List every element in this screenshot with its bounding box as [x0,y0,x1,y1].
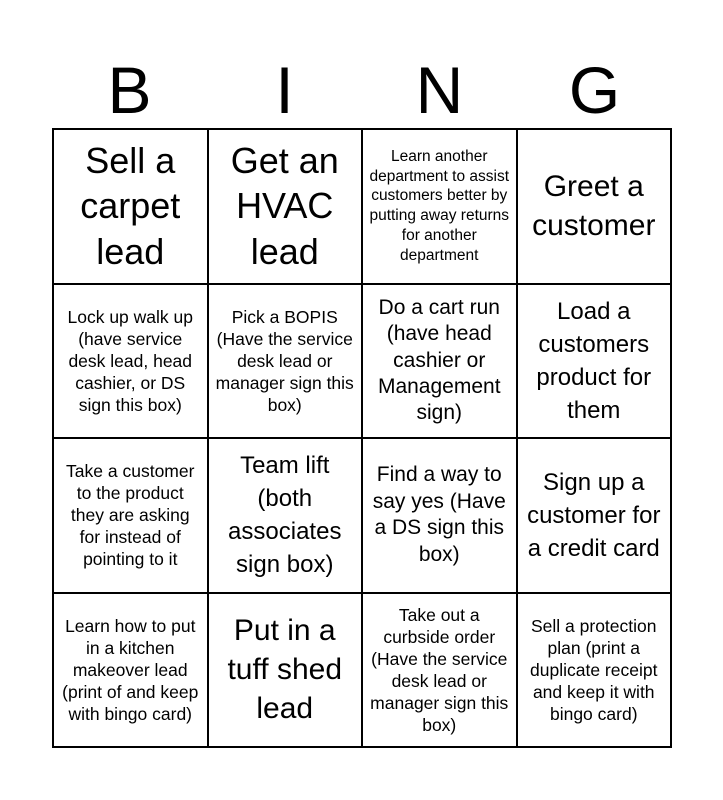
header-letter-b: B [107,53,152,127]
bingo-cell-r4c3: Take out a curbside order (Have the service desk lead or manager sign this box) [363,594,518,749]
bingo-cell-r4c2: Put in a tuff shed lead [209,594,364,749]
bingo-cell-r2c1: Lock up walk up (have service desk lead, head cashier, or DS sign this box) [54,285,209,440]
bingo-cell-r2c2: Pick a BOPIS (Have the service desk lead or manager sign this box) [209,285,364,440]
bingo-header [52,52,672,128]
bingo-cell-r4c1: Learn how to put in a kitchen makeover lead (print of and keep with bingo card) [54,594,209,749]
bingo-cell-r1c3: Learn another department to assist customers better by putting away returns for another department [363,130,518,285]
bingo-cell-r1c1: Sell a carpet lead [54,130,209,285]
header-letter-n: N [415,53,464,127]
bingo-cell-r4c4: Sell a protection plan (print a duplicate receipt and keep it with bingo card) [518,594,673,749]
bingo-cell-r3c2: Team lift (both associates sign box) [209,439,364,594]
bingo-cell-r1c2: Get an HVAC lead [209,130,364,285]
bingo-cell-r3c4: Sign up a customer for a credit card [518,439,673,594]
header-letter-i: I [275,53,294,127]
bingo-cell-r1c4: Greet a customer [518,130,673,285]
bingo-cell-r2c3: Do a cart run (have head cashier or Management sign) [363,285,518,440]
bingo-cell-r3c3: Find a way to say yes (Have a DS sign this box) [363,439,518,594]
bingo-board [52,128,672,748]
bingo-cell-r2c4: Load a customers product for them [518,285,673,440]
header-letter-g: G [568,53,621,127]
bingo-cell-r3c1: Take a customer to the product they are asking for instead of pointing to it [54,439,209,594]
